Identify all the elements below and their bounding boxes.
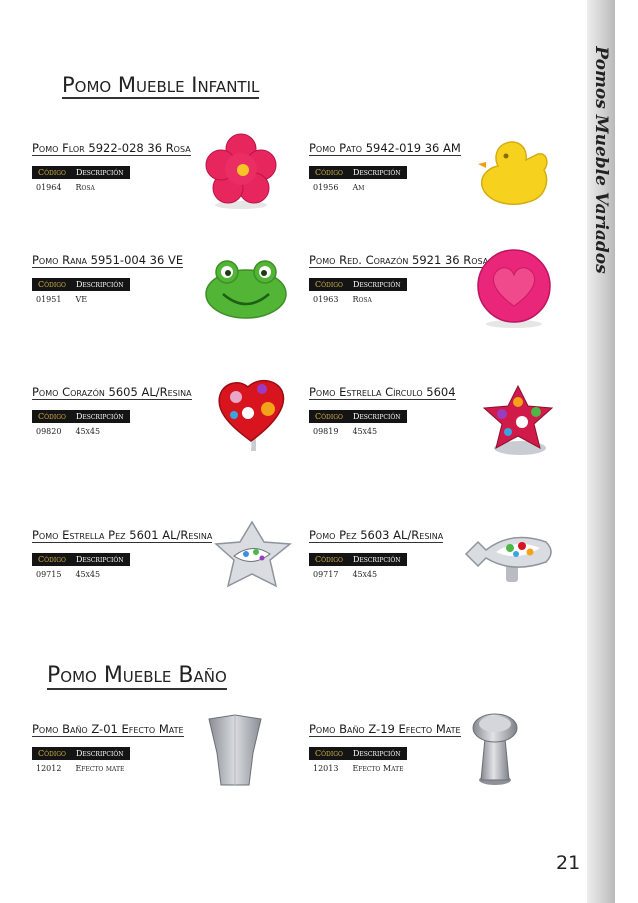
product-table-row (32, 761, 207, 773)
page-number: 21 (556, 852, 581, 874)
product-code: 01956 (313, 183, 339, 192)
product-table (32, 549, 207, 579)
product-card (32, 383, 207, 436)
product-table (32, 162, 207, 192)
product-table-row (32, 424, 207, 436)
product-desc: Rosa (75, 183, 95, 192)
product-desc: Am (352, 183, 365, 192)
product-table-header: Código Descripción (309, 166, 407, 179)
section-title-bano: Pomo Mueble Baño (47, 664, 227, 690)
product-table-header: Código Descripción (32, 278, 130, 291)
product-desc: VE (75, 295, 88, 304)
product-code: 12012 (36, 764, 62, 773)
product-table-header: Código Descripción (32, 553, 130, 566)
square-matte-knob-icon (203, 713, 267, 796)
star-fish-knob-icon (212, 518, 296, 601)
product-code: 09715 (36, 570, 62, 579)
product-name: Pomo Baño Z-01 Efecto Mate (32, 722, 184, 736)
product-table-row (309, 292, 484, 304)
product-card (32, 251, 207, 304)
product-desc: Rosa (352, 295, 372, 304)
product-table-row (32, 180, 207, 192)
product-name: Pomo Corazón 5605 AL/Resina (32, 385, 192, 399)
product-table-header: Código Descripción (309, 410, 407, 423)
product-code: 01964 (36, 183, 62, 192)
product-table (309, 743, 484, 773)
product-name: Pomo Estrella Pez 5601 AL/Resina (32, 528, 213, 542)
product-card (309, 139, 484, 192)
product-table-row (309, 761, 484, 773)
product-table (32, 406, 207, 436)
product-card (32, 720, 207, 773)
product-card (309, 526, 484, 579)
section-title-infantil: Pomo Mueble Infantil (62, 74, 259, 99)
duck-knob-icon (476, 136, 554, 217)
product-table-header: Código Descripción (32, 410, 130, 423)
product-table (32, 274, 207, 304)
round-matte-knob-icon (470, 708, 520, 793)
star-circle-knob-icon (478, 382, 558, 465)
product-table-header: Código Descripción (32, 747, 130, 760)
product-desc: 45x45 (75, 570, 101, 579)
product-table-header: Código Descripción (309, 278, 407, 291)
side-title: Pomos Mueble Variados (591, 46, 611, 274)
product-code: 09717 (313, 570, 339, 579)
product-desc: 45x45 (352, 570, 378, 579)
side-edge (615, 0, 638, 903)
product-table (309, 274, 484, 304)
product-code: 12013 (313, 764, 339, 773)
fish-knob-icon (462, 524, 558, 593)
product-name: Pomo Rana 5951-004 36 VE (32, 253, 184, 267)
product-desc: 45x45 (352, 427, 378, 436)
product-table-header: Código Descripción (309, 747, 407, 760)
product-name: Pomo Flor 5922-028 36 Rosa (32, 141, 191, 155)
product-code: 09819 (313, 427, 339, 436)
product-code: 01951 (36, 295, 62, 304)
product-code: 09820 (36, 427, 62, 436)
product-table-header: Código Descripción (309, 553, 407, 566)
product-table-row (309, 180, 484, 192)
product-desc: Efecto Mate (352, 764, 404, 773)
product-table-row (32, 292, 207, 304)
product-table-row (32, 567, 207, 579)
product-name: Pomo Pez 5603 AL/Resina (309, 528, 444, 542)
flower-knob-icon (205, 133, 277, 218)
product-card (309, 251, 489, 304)
product-card (32, 139, 207, 192)
product-desc: Efecto mate (75, 764, 125, 773)
product-table-row (309, 424, 484, 436)
product-table (309, 549, 484, 579)
product-desc: 45x45 (75, 427, 101, 436)
product-card (309, 383, 484, 436)
product-card (309, 720, 484, 773)
product-name: Pomo Baño Z-19 Efecto Mate (309, 722, 461, 736)
product-table (309, 406, 484, 436)
heart-knob-icon (472, 248, 556, 335)
product-name: Pomo Pato 5942-019 36 AM (309, 141, 461, 155)
product-table (32, 743, 207, 773)
product-name: Pomo Red. Corazón 5921 36 Rosa (309, 253, 489, 267)
product-code: 01963 (313, 295, 339, 304)
frog-knob-icon (203, 258, 289, 325)
product-card (32, 526, 213, 579)
product-table (309, 162, 484, 192)
product-table-header: Código Descripción (32, 166, 130, 179)
product-table-row (309, 567, 484, 579)
heart-resin-knob-icon (212, 375, 290, 464)
product-name: Pomo Estrella Círculo 5604 (309, 385, 456, 399)
